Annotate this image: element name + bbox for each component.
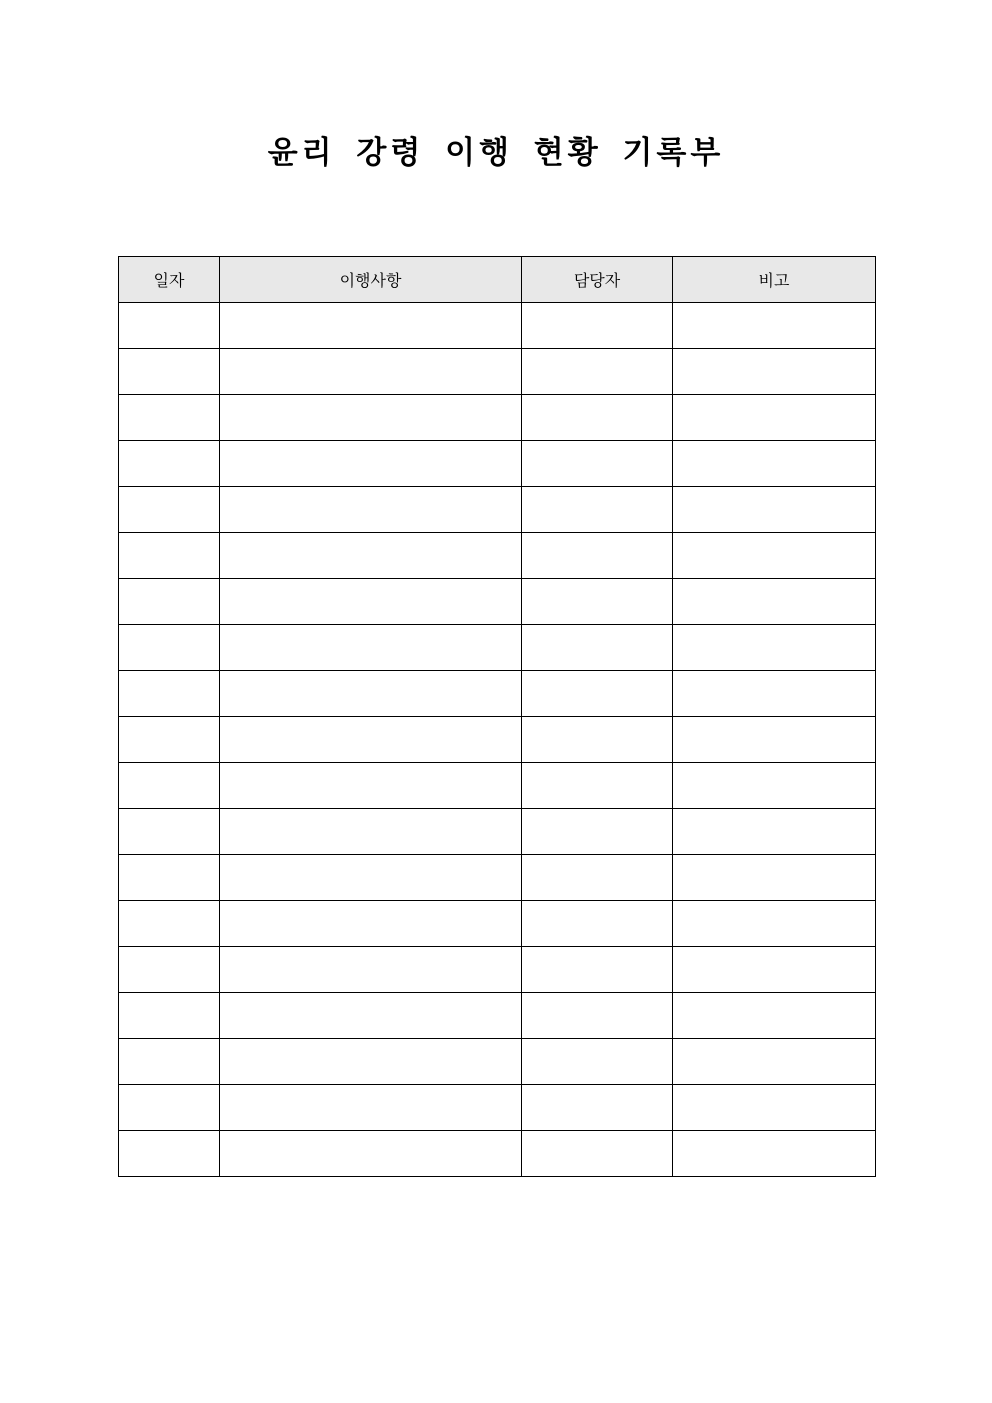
person-in-charge-cell — [522, 993, 673, 1039]
person-in-charge-cell — [522, 1085, 673, 1131]
action-item-cell — [220, 579, 522, 625]
person-in-charge-cell — [522, 717, 673, 763]
date-cell — [119, 1039, 220, 1085]
action-item-cell — [220, 901, 522, 947]
date-cell — [119, 763, 220, 809]
date-cell — [119, 579, 220, 625]
header-remarks: 비고 — [673, 257, 876, 303]
date-cell — [119, 1085, 220, 1131]
date-cell — [119, 349, 220, 395]
person-in-charge-cell — [522, 395, 673, 441]
person-in-charge-cell — [522, 809, 673, 855]
date-cell — [119, 533, 220, 579]
action-item-cell — [220, 1131, 522, 1177]
table-row — [119, 1131, 876, 1177]
record-body — [119, 303, 876, 1177]
remarks-cell — [673, 1085, 876, 1131]
action-item-cell — [220, 671, 522, 717]
date-cell — [119, 441, 220, 487]
date-cell — [119, 625, 220, 671]
action-item-cell — [220, 487, 522, 533]
person-in-charge-cell — [522, 533, 673, 579]
person-in-charge-cell — [522, 1039, 673, 1085]
person-in-charge-cell — [522, 349, 673, 395]
table-row — [119, 533, 876, 579]
remarks-cell — [673, 303, 876, 349]
table-row — [119, 671, 876, 717]
action-item-cell — [220, 855, 522, 901]
person-in-charge-cell — [522, 947, 673, 993]
action-item-cell — [220, 717, 522, 763]
person-in-charge-cell — [522, 625, 673, 671]
date-cell — [119, 901, 220, 947]
table-row — [119, 763, 876, 809]
remarks-cell — [673, 441, 876, 487]
remarks-cell — [673, 487, 876, 533]
person-in-charge-cell — [522, 671, 673, 717]
table-row — [119, 487, 876, 533]
table-row — [119, 855, 876, 901]
table-row — [119, 717, 876, 763]
action-item-cell — [220, 947, 522, 993]
date-cell — [119, 855, 220, 901]
person-in-charge-cell — [522, 487, 673, 533]
table-row — [119, 1085, 876, 1131]
table-row — [119, 809, 876, 855]
table-row — [119, 441, 876, 487]
remarks-cell — [673, 901, 876, 947]
table-row — [119, 901, 876, 947]
table-row — [119, 1039, 876, 1085]
header-row — [119, 257, 876, 303]
remarks-cell — [673, 533, 876, 579]
remarks-cell — [673, 625, 876, 671]
header-person-in-charge: 담당자 — [522, 257, 673, 303]
table-row — [119, 947, 876, 993]
record-table — [118, 256, 876, 1177]
remarks-cell — [673, 763, 876, 809]
date-cell — [119, 395, 220, 441]
document-title: 윤리 강령 이행 현황 기록부 — [267, 135, 725, 171]
person-in-charge-cell — [522, 579, 673, 625]
table-row — [119, 349, 876, 395]
remarks-cell — [673, 717, 876, 763]
date-cell — [119, 947, 220, 993]
person-in-charge-cell — [522, 901, 673, 947]
table-row — [119, 625, 876, 671]
remarks-cell — [673, 855, 876, 901]
remarks-cell — [673, 809, 876, 855]
header-date: 일자 — [119, 257, 220, 303]
remarks-cell — [673, 395, 876, 441]
action-item-cell — [220, 349, 522, 395]
action-item-cell — [220, 395, 522, 441]
header-action-item: 이행사항 — [220, 257, 522, 303]
action-item-cell — [220, 809, 522, 855]
person-in-charge-cell — [522, 855, 673, 901]
remarks-cell — [673, 1039, 876, 1085]
remarks-cell — [673, 579, 876, 625]
action-item-cell — [220, 533, 522, 579]
person-in-charge-cell — [522, 441, 673, 487]
action-item-cell — [220, 625, 522, 671]
table-row — [119, 993, 876, 1039]
action-item-cell — [220, 1085, 522, 1131]
table-row — [119, 303, 876, 349]
date-cell — [119, 1131, 220, 1177]
action-item-cell — [220, 441, 522, 487]
remarks-cell — [673, 947, 876, 993]
action-item-cell — [220, 763, 522, 809]
date-cell — [119, 671, 220, 717]
table-row — [119, 579, 876, 625]
date-cell — [119, 303, 220, 349]
remarks-cell — [673, 1131, 876, 1177]
remarks-cell — [673, 671, 876, 717]
person-in-charge-cell — [522, 1131, 673, 1177]
date-cell — [119, 717, 220, 763]
remarks-cell — [673, 993, 876, 1039]
action-item-cell — [220, 303, 522, 349]
date-cell — [119, 993, 220, 1039]
person-in-charge-cell — [522, 303, 673, 349]
date-cell — [119, 809, 220, 855]
date-cell — [119, 487, 220, 533]
table-row — [119, 395, 876, 441]
action-item-cell — [220, 1039, 522, 1085]
action-item-cell — [220, 993, 522, 1039]
remarks-cell — [673, 349, 876, 395]
person-in-charge-cell — [522, 763, 673, 809]
